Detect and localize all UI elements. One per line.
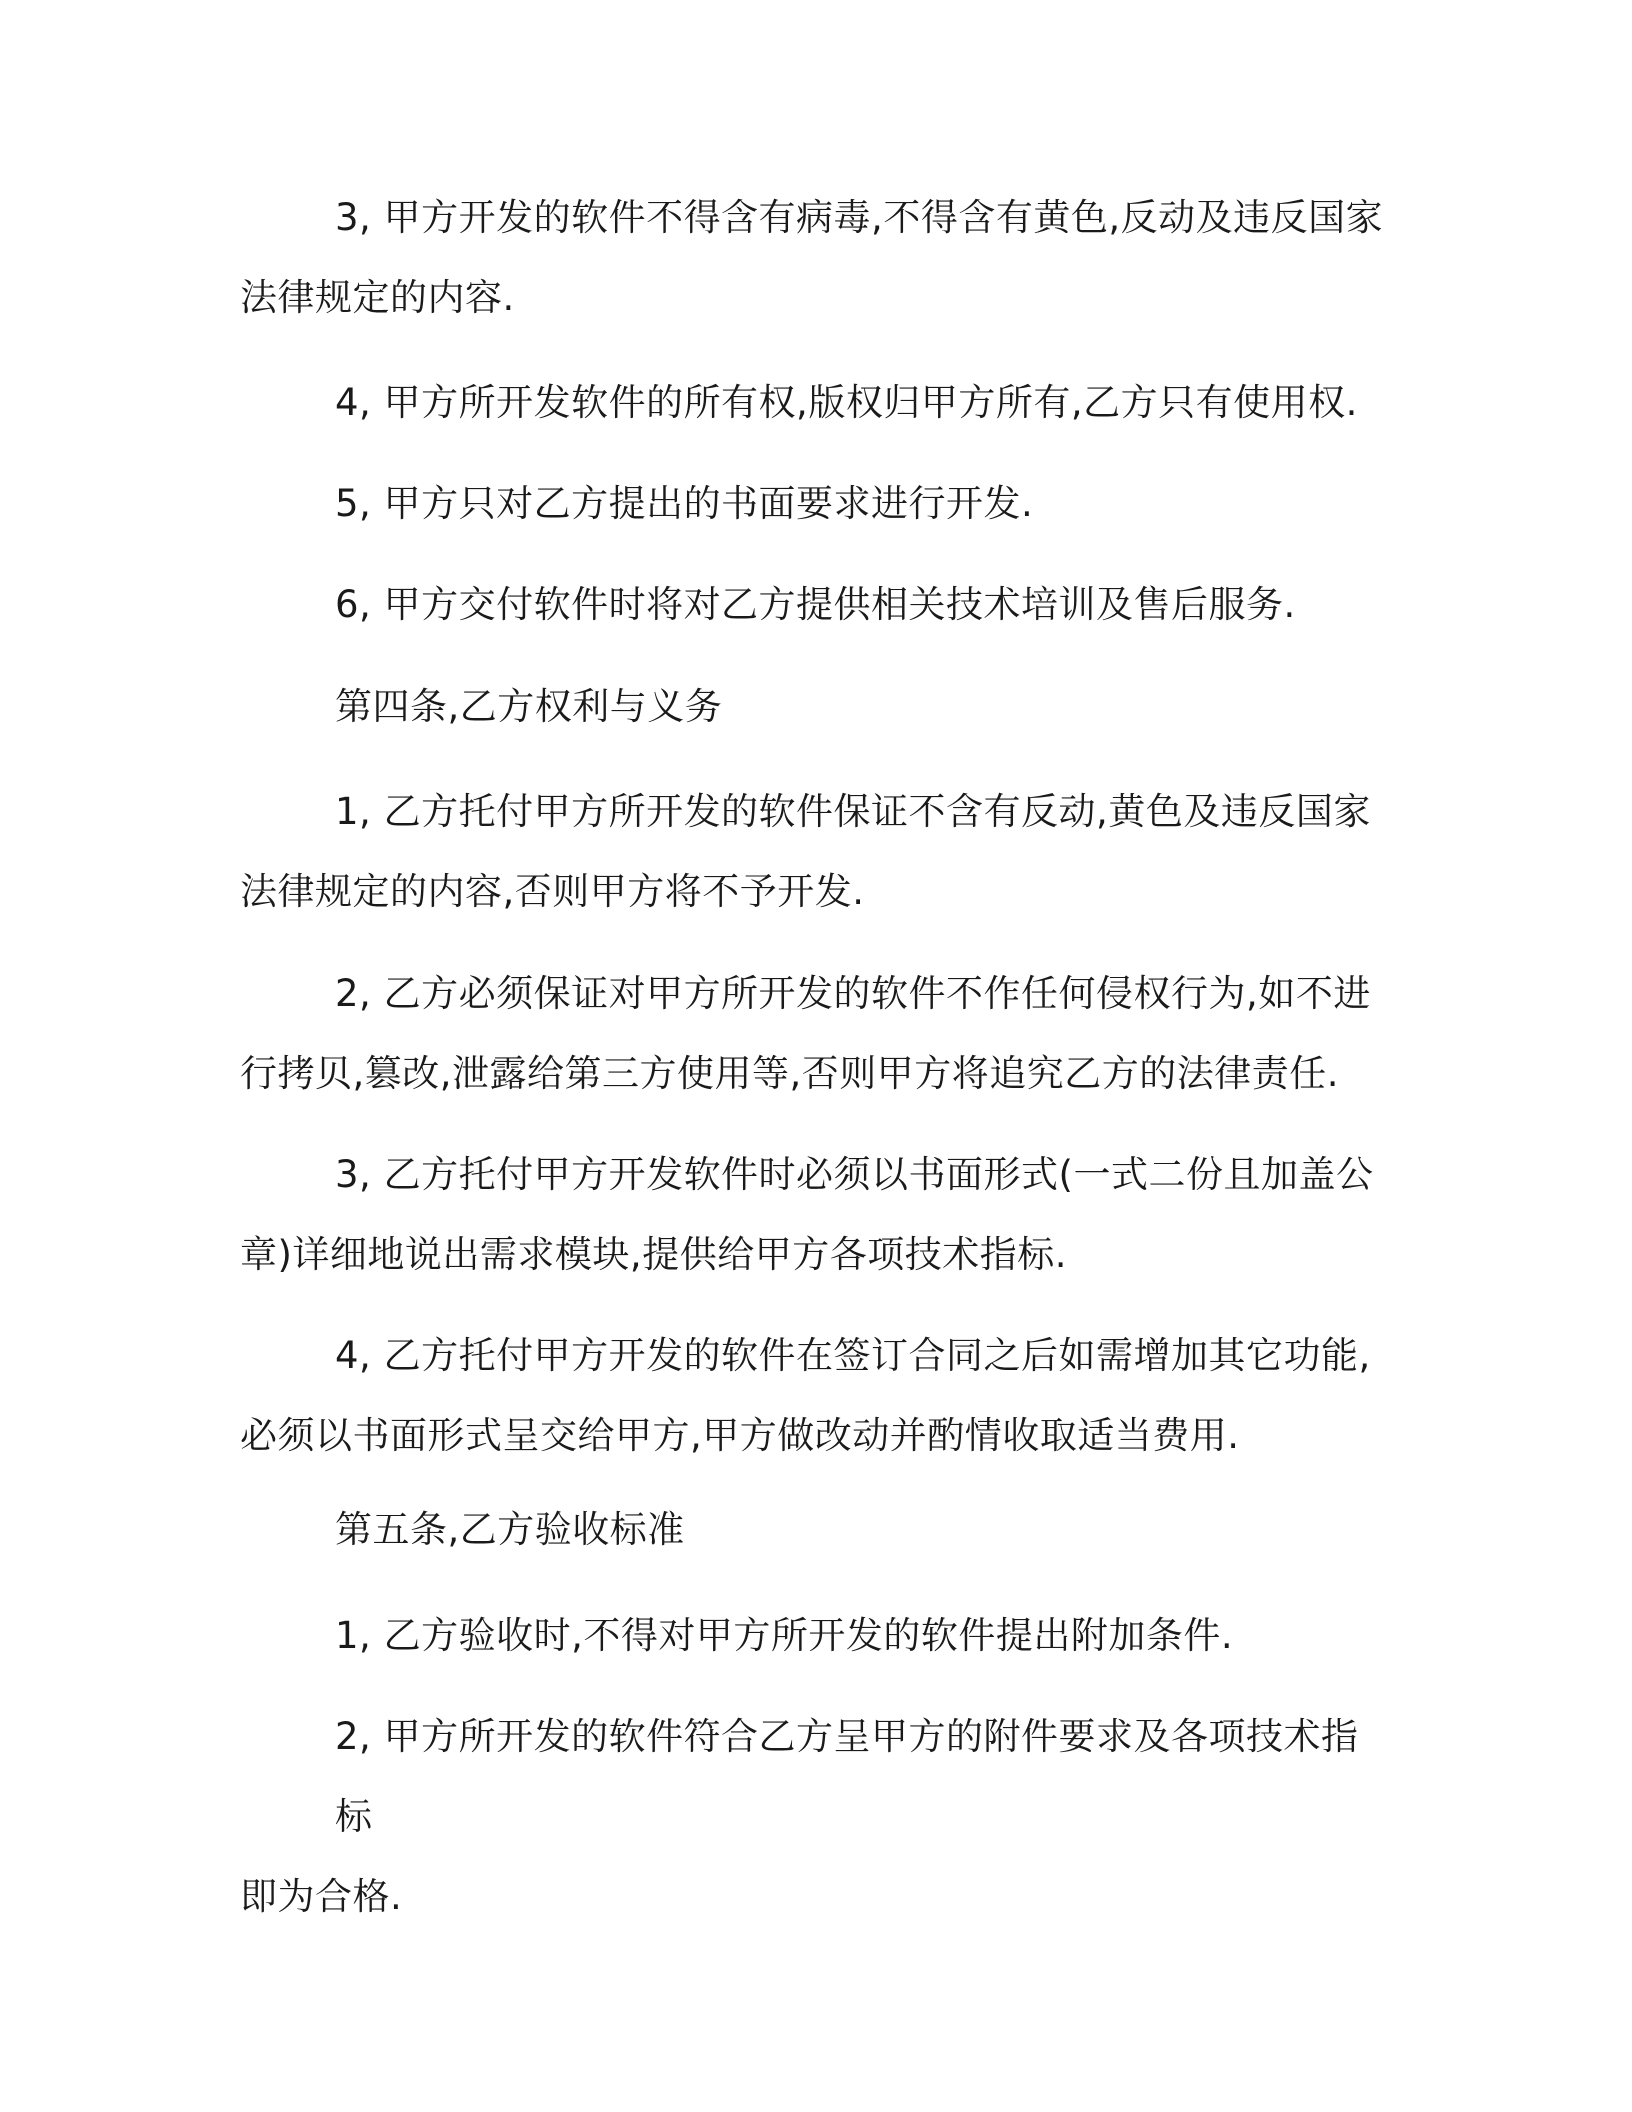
party-b-clause-2-paragraph <box>240 954 1390 1114</box>
paragraph-line: 即为合格. <box>240 1875 403 1918</box>
paragraph-line: 法律规定的内容,否则甲方将不予开发. <box>240 870 865 913</box>
paragraph-line: 6, 甲方交付软件时将对乙方提供相关技术培训及售后服务. <box>335 583 1296 626</box>
clause-4-paragraph <box>240 363 1390 443</box>
paragraph-line: 4, 乙方托付甲方开发的软件在签订合同之后如需增加其它功能, <box>335 1334 1371 1377</box>
section-heading: 第四条,乙方权利与义务 <box>335 685 723 728</box>
clause-3-paragraph <box>240 178 1390 338</box>
paragraph-line: 1, 乙方验收时,不得对甲方所开发的软件提出附加条件. <box>335 1614 1234 1657</box>
clause-6-paragraph <box>240 565 1390 645</box>
party-b-clause-3-paragraph <box>240 1135 1390 1295</box>
party-b-clause-1-paragraph <box>240 772 1390 932</box>
acceptance-clause-2-paragraph <box>240 1697 1390 1937</box>
paragraph-line: 3, 乙方托付甲方开发软件时必须以书面形式(一式二份且加盖公 <box>335 1153 1374 1196</box>
paragraph-line: 1, 乙方托付甲方所开发的软件保证不含有反动,黄色及违反国家 <box>335 790 1371 833</box>
section-heading: 第五条,乙方验收标准 <box>335 1508 685 1551</box>
paragraph-line: 法律规定的内容. <box>240 276 515 319</box>
paragraph-line: 3, 甲方开发的软件不得含有病毒,不得含有黄色,反动及违反国家 <box>335 196 1384 239</box>
paragraph-line: 必须以书面形式呈交给甲方,甲方做改动并酌情收取适当费用. <box>240 1414 1240 1457</box>
party-b-clause-4-paragraph <box>240 1316 1390 1476</box>
acceptance-clause-1-paragraph <box>240 1596 1390 1676</box>
paragraph-line: 行拷贝,篡改,泄露给第三方使用等,否则甲方将追究乙方的法律责任. <box>240 1052 1340 1095</box>
clause-5-paragraph <box>240 464 1390 544</box>
paragraph-line: 2, 乙方必须保证对甲方所开发的软件不作任何侵权行为,如不进 <box>335 972 1371 1015</box>
paragraph-line: 2, 甲方所开发的软件符合乙方呈甲方的附件要求及各项技术指标 <box>335 1715 1359 1838</box>
paragraph-line: 章)详细地说出需求模块,提供给甲方各项技术指标. <box>240 1233 1067 1276</box>
paragraph-line: 4, 甲方所开发软件的所有权,版权归甲方所有,乙方只有使用权. <box>335 381 1358 424</box>
paragraph-line: 5, 甲方只对乙方提出的书面要求进行开发. <box>335 482 1034 525</box>
